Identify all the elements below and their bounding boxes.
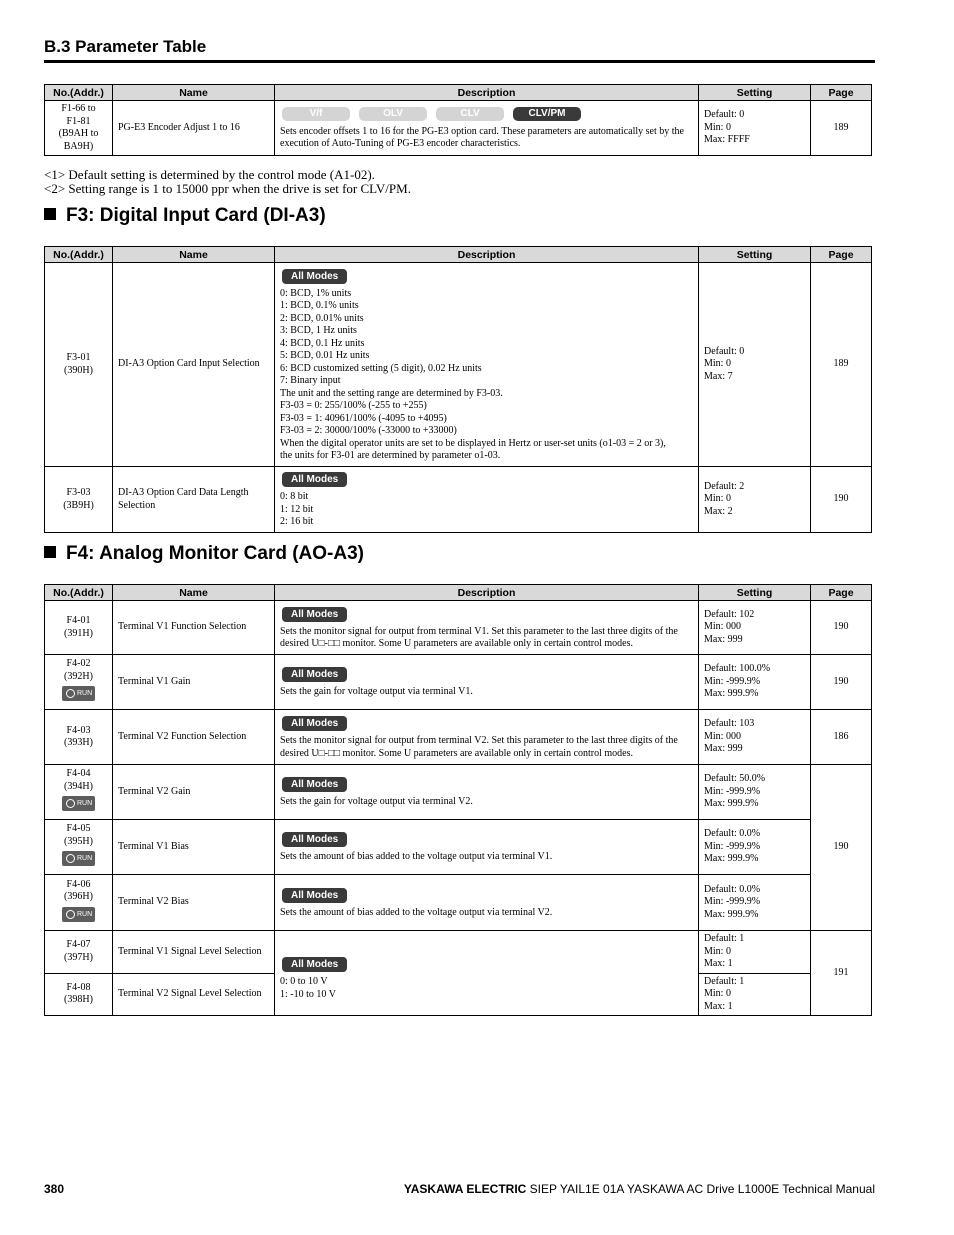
col-name-header: Name (113, 85, 275, 101)
all-modes-badge: All Modes (282, 667, 347, 682)
control-mode-pills (280, 107, 694, 125)
param-description: All Modes Sets the monitor signal for output from terminal V1. Set this parameter to the last three digits of the desired U□-□□ monitor. Some U parameters are available only in certain control modes. (275, 601, 699, 655)
param-name: Terminal V1 Signal Level Selection (113, 931, 275, 974)
table-row (45, 710, 872, 765)
param-number: F4-05 (395H) RUN (45, 820, 113, 875)
param-setting: Default: 103 Min: 000 Max: 999 (699, 710, 811, 765)
param-number: F4-01 (391H) (45, 601, 113, 655)
param-page: 189 (811, 101, 872, 156)
col-no-header: No.(Addr.) (45, 247, 113, 263)
param-number: F3-03 (3B9H) (45, 467, 113, 533)
footer-brand: YASKAWA ELECTRIC (403, 1182, 527, 1196)
mode-pill-clvpm: CLV/PM (513, 107, 581, 121)
col-no-header: No.(Addr.) (45, 85, 113, 101)
all-modes-badge: All Modes (282, 888, 347, 903)
param-description: All Modes Sets the amount of bias added to the voltage output via terminal V2. (275, 875, 699, 931)
col-page-header: Page (811, 585, 872, 601)
param-number: F4-08 (398H) (45, 973, 113, 1016)
f4-heading: F4: Analog Monitor Card (AO-A3) (44, 543, 364, 565)
param-setting: Default: 2 Min: 0 Max: 2 (699, 467, 811, 533)
param-setting: Default: 0 Min: 0 Max: 7 (699, 263, 811, 467)
param-page: 191 (811, 931, 872, 1016)
param-setting: Default: 1 Min: 0 Max: 1 (699, 931, 811, 974)
table-header-row (45, 85, 872, 101)
param-description: All Modes 0: 8 bit 1: 12 bit 2: 16 bit (275, 467, 699, 533)
col-name-header: Name (113, 247, 275, 263)
table-row (45, 931, 872, 974)
f3-heading: F3: Digital Input Card (DI-A3) (44, 205, 326, 227)
param-setting: Default: 102 Min: 000 Max: 999 (699, 601, 811, 655)
param-description: All Modes Sets the amount of bias added to the voltage output via terminal V1. (275, 820, 699, 875)
run-icon: RUN (62, 907, 95, 922)
param-setting: Default: 0.0% Min: -999.9% Max: 999.9% (699, 820, 811, 875)
param-name: Terminal V1 Gain (113, 655, 275, 710)
param-page: 189 (811, 263, 872, 467)
param-page: 190 (811, 601, 872, 655)
section-divider (44, 60, 875, 63)
param-number: F4-03 (393H) (45, 710, 113, 765)
col-desc-header: Description (275, 585, 699, 601)
param-name: DI-A3 Option Card Input Selection (113, 263, 275, 467)
param-description: All Modes Sets the gain for voltage output via terminal V1. (275, 655, 699, 710)
param-name: PG-E3 Encoder Adjust 1 to 16 (113, 101, 275, 156)
param-name: Terminal V2 Signal Level Selection (113, 973, 275, 1016)
all-modes-badge: All Modes (282, 607, 347, 622)
f1-parameter-table (44, 84, 872, 156)
mode-pill-vf: V/f (282, 107, 350, 121)
document-footer (404, 1182, 875, 1196)
col-no-header: No.(Addr.) (45, 585, 113, 601)
table-row (45, 765, 872, 820)
param-description: All Modes Sets the gain for voltage output via terminal V2. (275, 765, 699, 820)
all-modes-badge: All Modes (282, 832, 347, 847)
param-name: DI-A3 Option Card Data Length Selection (113, 467, 275, 533)
param-name: Terminal V2 Bias (113, 875, 275, 931)
param-name: Terminal V2 Function Selection (113, 710, 275, 765)
param-description: All Modes Sets the monitor signal for output from terminal V2. Set this parameter to the last three digits of the desired U□-□□ monitor. Some U parameters are available only in certain control modes. (275, 710, 699, 765)
param-setting: Default: 0 Min: 0 Max: FFFF (699, 101, 811, 156)
param-page: 190 (811, 765, 872, 931)
run-icon: RUN (62, 686, 95, 701)
param-description: All Modes 0: 0 to 10 V 1: -10 to 10 V (275, 931, 699, 1016)
table-row (45, 820, 872, 875)
section-bullet-icon (44, 208, 56, 220)
all-modes-badge: All Modes (282, 716, 347, 731)
all-modes-badge: All Modes (282, 269, 347, 284)
table-header-row (45, 585, 872, 601)
table-row (45, 467, 872, 533)
col-setting-header: Setting (699, 85, 811, 101)
run-icon: RUN (62, 796, 95, 811)
col-name-header: Name (113, 585, 275, 601)
f4-parameter-table (44, 584, 872, 1016)
param-number: F3-01 (390H) (45, 263, 113, 467)
param-page: 190 (811, 467, 872, 533)
param-number: F4-02 (392H) RUN (45, 655, 113, 710)
param-number: F4-07 (397H) (45, 931, 113, 974)
desc-text: Sets encoder offsets 1 to 16 for the PG-E3 option card. These parameters are automatically set by the execution of Auto-Tuning of PG-E3 encoder characteristics. (280, 125, 684, 149)
table-row (45, 601, 872, 655)
footnote-2: <2> Setting range is 1 to 15000 ppr when the drive is set for CLV/PM. (44, 181, 411, 196)
page-number: 380 (44, 1182, 65, 1196)
param-setting: Default: 50.0% Min: -999.9% Max: 999.9% (699, 765, 811, 820)
param-setting: Default: 0.0% Min: -999.9% Max: 999.9% (699, 875, 811, 931)
all-modes-badge: All Modes (282, 472, 347, 487)
mode-pill-olv: OLV (359, 107, 427, 121)
table-row (45, 875, 872, 931)
param-name: Terminal V2 Gain (113, 765, 275, 820)
col-desc-header: Description (275, 247, 699, 263)
col-page-header: Page (811, 247, 872, 263)
mode-pill-clv: CLV (436, 107, 504, 121)
col-setting-header: Setting (699, 247, 811, 263)
f3-parameter-table (44, 246, 872, 533)
col-page-header: Page (811, 85, 872, 101)
table-header-row (45, 247, 872, 263)
table-row (45, 655, 872, 710)
col-setting-header: Setting (699, 585, 811, 601)
param-number: F4-06 (396H) RUN (45, 875, 113, 931)
param-description (275, 101, 699, 156)
all-modes-badge: All Modes (282, 777, 347, 792)
all-modes-badge: All Modes (282, 957, 347, 972)
footnote-1: <1> Default setting is determined by the control mode (A1-02). (44, 167, 375, 182)
param-name: Terminal V1 Bias (113, 820, 275, 875)
table-row (45, 101, 872, 156)
param-description: All Modes 0: BCD, 1% units 1: BCD, 0.1% units 2: BCD, 0.01% units 3: BCD, 1 Hz units 4: BCD, 0.1 Hz units 5: BCD, 0.01 Hz units 6: BCD customized setting (5 digit), 0.02 Hz units 7: Binary input The unit and the setting range are determined by F3-03. F3-03 = 0: 255/100% (-255 to +255) F3-03 = 1: 40961/100% (-4095 to +4095) F3-03 = 2: 30000/100% (-33000 to +33000) When the digital operator units are set to be displayed in Hertz or user-set units (o1-03 = 2 or 3), the units for F3-01 are determined by parameter o1-03. (275, 263, 699, 467)
run-icon: RUN (62, 851, 95, 866)
footer-doc-title: SIEP YAIL1E 01A YASKAWA AC Drive L1000E Technical Manual (529, 1182, 875, 1196)
param-page: 190 (811, 655, 872, 710)
param-number: F4-04 (394H) RUN (45, 765, 113, 820)
param-setting: Default: 100.0% Min: -999.9% Max: 999.9% (699, 655, 811, 710)
section-header: B.3 Parameter Table (44, 37, 207, 56)
param-setting: Default: 1 Min: 0 Max: 1 (699, 973, 811, 1016)
table-row (45, 263, 872, 467)
param-page: 186 (811, 710, 872, 765)
section-bullet-icon (44, 546, 56, 558)
col-desc-header: Description (275, 85, 699, 101)
param-name: Terminal V1 Function Selection (113, 601, 275, 655)
param-number: F1-66 to F1-81 (B9AH to BA9H) (45, 101, 113, 156)
